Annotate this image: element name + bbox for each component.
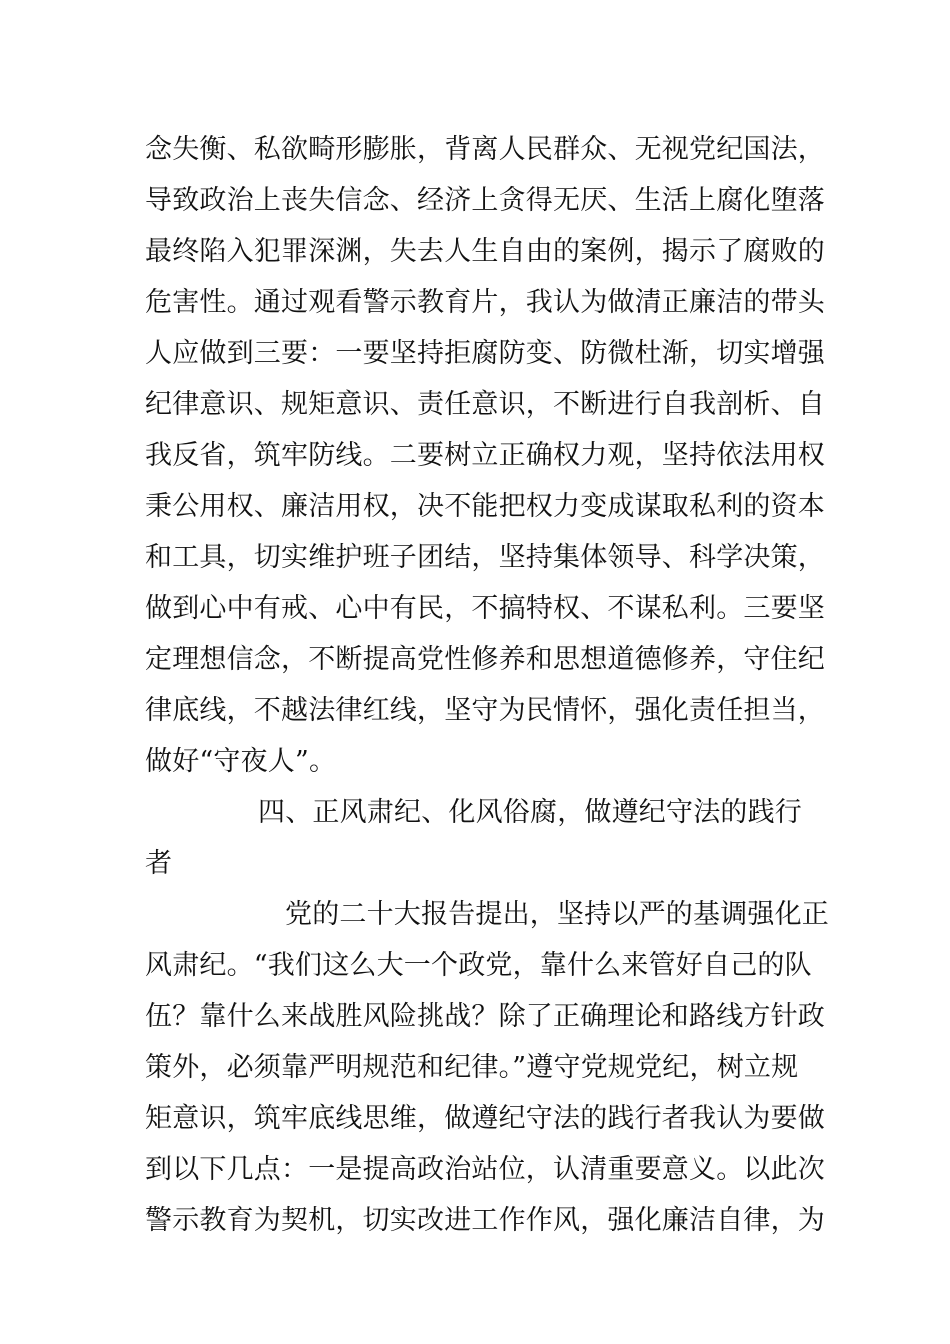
text-line: 矩意识，筑牢底线思维，做遵纪守法的践行者我认为要做 bbox=[145, 1103, 825, 1134]
text-line: 警示教育为契机，切实改进工作作风，强化廉洁自律，为 bbox=[145, 1205, 825, 1236]
text-line: 伍？靠什么来战胜风险挑战？除了正确理论和路线方针政 bbox=[145, 1001, 825, 1032]
text-line: 人应做到三要：一要坚持拒腐防变、防微杜渐，切实增强 bbox=[145, 338, 825, 369]
section-heading: 四、正风肃纪、化风俗腐，做遵纪守法的践行 bbox=[258, 797, 802, 828]
text-line: 我反省，筑牢防线。二要树立正确权力观，坚持依法用权 bbox=[145, 440, 825, 471]
text-line: 念失衡、私欲畸形膨胀，背离人民群众、无视党纪国法， bbox=[145, 134, 825, 165]
text-line: 导致政治上丧失信念、经济上贪得无厌、生活上腐化堕落 bbox=[145, 185, 825, 216]
text-line: 策外，必须靠严明规范和纪律。”遵守党规党纪，树立规 bbox=[145, 1052, 799, 1083]
text-line: 律底线，不越法律红线，坚守为民情怀，强化责任担当， bbox=[145, 695, 825, 726]
text-line: 风肃纪。“我们这么大一个政党，靠什么来管好自己的队 bbox=[145, 950, 812, 981]
text-line: 做好“守夜人”。 bbox=[145, 746, 337, 777]
section-heading-continuation: 者 bbox=[145, 848, 173, 879]
text-line: 最终陷入犯罪深渊，失去人生自由的案例，揭示了腐败的 bbox=[145, 236, 825, 267]
text-line: 纪律意识、规矩意识、责任意识，不断进行自我剖析、自 bbox=[145, 389, 825, 420]
text-line: 和工具，切实维护班子团结，坚持集体领导、科学决策， bbox=[145, 542, 825, 573]
text-line: 到以下几点：一是提高政治站位，认清重要意义。以此次 bbox=[145, 1154, 825, 1185]
text-line: 危害性。通过观看警示教育片，我认为做清正廉洁的带头 bbox=[145, 287, 825, 318]
paragraph-first-line: 党的二十大报告提出，坚持以严的基调强化正 bbox=[285, 899, 829, 930]
text-line: 做到心中有戒、心中有民，不搞特权、不谋私利。三要坚 bbox=[145, 593, 825, 624]
text-line: 定理想信念，不断提高党性修养和思想道德修养，守住纪 bbox=[145, 644, 825, 675]
text-line: 秉公用权、廉洁用权，决不能把权力变成谋取私利的资本 bbox=[145, 491, 825, 522]
